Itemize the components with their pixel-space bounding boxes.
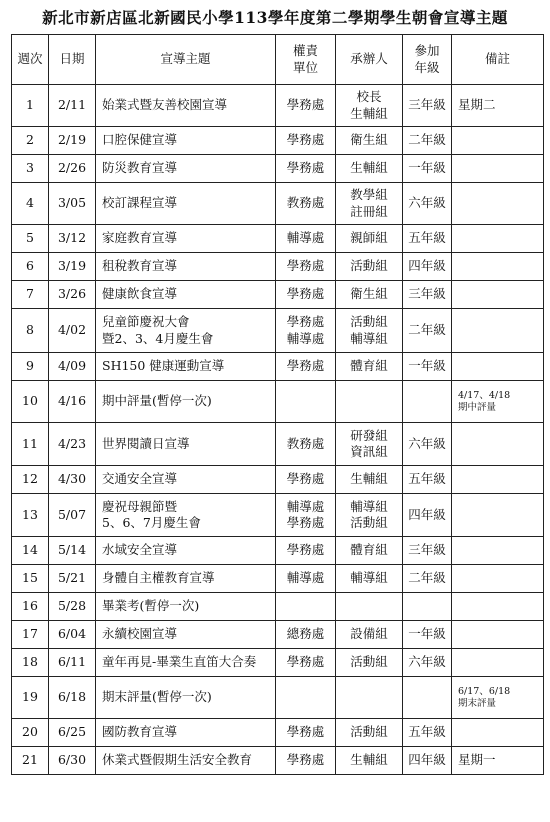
grade-cell [403,593,452,621]
date-cell: 4/16 [49,381,96,423]
week-cell: 2 [12,127,49,155]
week-cell: 15 [12,565,49,593]
date-cell: 3/05 [49,183,96,225]
note-cell [452,565,544,593]
schedule-table [11,34,544,775]
table-row [12,353,544,381]
grade-cell: 六年級 [403,649,452,677]
grade-cell: 一年級 [403,353,452,381]
week-cell: 3 [12,155,49,183]
table-row [12,621,544,649]
note-cell: 6/17、6/18 期末評量 [452,677,544,719]
table-row [12,466,544,494]
topic-cell: 口腔保健宣導 [96,127,276,155]
table-row [12,593,544,621]
topic-cell: 始業式暨友善校園宣導 [96,85,276,127]
grade-cell [403,381,452,423]
organizer-cell: 研發組 資訊組 [336,423,403,466]
topic-cell: 家庭教育宣導 [96,225,276,253]
note-cell [452,466,544,494]
date-cell: 6/30 [49,747,96,775]
topic-cell: 童年再見-畢業生直笛大合奏 [96,649,276,677]
date-cell: 3/12 [49,225,96,253]
note-cell [452,353,544,381]
organizer-cell [336,677,403,719]
week-cell: 21 [12,747,49,775]
note-cell [452,309,544,353]
date-cell: 4/30 [49,466,96,494]
date-cell: 6/11 [49,649,96,677]
table-row [12,183,544,225]
topic-cell: 國防教育宣導 [96,719,276,747]
week-cell: 5 [12,225,49,253]
unit-cell: 學務處 [276,281,336,309]
organizer-cell: 生輔組 [336,155,403,183]
date-cell: 5/28 [49,593,96,621]
topic-cell: 慶祝母親節暨 5、6、7月慶生會 [96,494,276,537]
page-title: 新北市新店區北新國民小學113學年度第二學期學生朝會宣導主題 [42,8,508,27]
organizer-cell: 親師組 [336,225,403,253]
note-cell [452,225,544,253]
week-cell: 11 [12,423,49,466]
note-cell [452,719,544,747]
topic-cell: 水域安全宣導 [96,537,276,565]
unit-cell: 輔導處 [276,565,336,593]
table-row [12,747,544,775]
topic-cell: 交通安全宣導 [96,466,276,494]
unit-cell: 總務處 [276,621,336,649]
unit-cell: 學務處 [276,466,336,494]
table-row [12,127,544,155]
week-cell: 8 [12,309,49,353]
organizer-cell: 活動組 輔導組 [336,309,403,353]
week-cell: 18 [12,649,49,677]
organizer-cell [336,381,403,423]
header-grade: 參加 年級 [403,35,452,85]
date-cell: 4/02 [49,309,96,353]
organizer-cell: 設備組 [336,621,403,649]
table-row [12,719,544,747]
organizer-cell: 衛生組 [336,281,403,309]
unit-cell: 學務處 [276,747,336,775]
organizer-cell: 體育組 [336,537,403,565]
header-topic: 宣導主題 [96,35,276,85]
date-cell: 6/04 [49,621,96,649]
date-cell: 4/09 [49,353,96,381]
table-row [12,85,544,127]
note-cell [452,621,544,649]
topic-cell: 期末評量(暫停一次) [96,677,276,719]
grade-cell: 三年級 [403,281,452,309]
organizer-cell: 校長 生輔組 [336,85,403,127]
date-cell: 2/26 [49,155,96,183]
date-cell: 3/19 [49,253,96,281]
date-cell: 5/07 [49,494,96,537]
week-cell: 16 [12,593,49,621]
table-row [12,494,544,537]
table-row [12,225,544,253]
week-cell: 10 [12,381,49,423]
organizer-cell: 衛生組 [336,127,403,155]
note-cell [452,155,544,183]
topic-cell: 休業式暨假期生活安全教育 [96,747,276,775]
date-cell: 5/21 [49,565,96,593]
header-unit: 權責 單位 [276,35,336,85]
header-note: 備註 [452,35,544,85]
grade-cell: 一年級 [403,621,452,649]
table-row [12,155,544,183]
table-row [12,281,544,309]
topic-cell: 期中評量(暫停一次) [96,381,276,423]
unit-cell: 輔導處 學務處 [276,494,336,537]
unit-cell: 輔導處 [276,225,336,253]
header-date: 日期 [49,35,96,85]
note-cell: 星期二 [452,85,544,127]
organizer-cell: 體育組 [336,353,403,381]
table-row [12,309,544,353]
grade-cell: 五年級 [403,466,452,494]
date-cell: 3/26 [49,281,96,309]
unit-cell: 學務處 [276,649,336,677]
topic-cell: 防災教育宣導 [96,155,276,183]
topic-cell: 健康飲食宣導 [96,281,276,309]
week-cell: 6 [12,253,49,281]
header-organizer: 承辦人 [336,35,403,85]
note-cell: 4/17、4/18 期中評量 [452,381,544,423]
grade-cell: 三年級 [403,537,452,565]
table-row [12,253,544,281]
topic-cell: 租稅教育宣導 [96,253,276,281]
week-cell: 14 [12,537,49,565]
unit-cell: 學務處 [276,353,336,381]
week-cell: 9 [12,353,49,381]
grade-cell: 五年級 [403,225,452,253]
week-cell: 1 [12,85,49,127]
grade-cell: 四年級 [403,747,452,775]
grade-cell [403,677,452,719]
organizer-cell: 生輔組 [336,747,403,775]
note-cell [452,494,544,537]
table-row [12,565,544,593]
grade-cell: 三年級 [403,85,452,127]
grade-cell: 二年級 [403,309,452,353]
organizer-cell [336,593,403,621]
unit-cell [276,677,336,719]
organizer-cell: 活動組 [336,649,403,677]
date-cell: 4/23 [49,423,96,466]
date-cell: 5/14 [49,537,96,565]
header-week: 週次 [12,35,49,85]
date-cell: 2/11 [49,85,96,127]
week-cell: 12 [12,466,49,494]
grade-cell: 二年級 [403,127,452,155]
note-cell [452,593,544,621]
week-cell: 19 [12,677,49,719]
unit-cell: 學務處 [276,253,336,281]
table-row [12,423,544,466]
grade-cell: 二年級 [403,565,452,593]
note-cell [452,183,544,225]
header-row [12,35,544,85]
unit-cell: 學務處 [276,537,336,565]
table-row [12,649,544,677]
unit-cell: 學務處 輔導處 [276,309,336,353]
unit-cell: 學務處 [276,85,336,127]
table-row [12,381,544,423]
topic-cell: 永續校園宣導 [96,621,276,649]
unit-cell [276,381,336,423]
table-row [12,537,544,565]
week-cell: 7 [12,281,49,309]
note-cell: 星期一 [452,747,544,775]
grade-cell: 六年級 [403,423,452,466]
topic-cell: 世界閱讀日宣導 [96,423,276,466]
topic-cell: 兒童節慶祝大會 暨2、3、4月慶生會 [96,309,276,353]
organizer-cell: 生輔組 [336,466,403,494]
grade-cell: 四年級 [403,494,452,537]
note-cell [452,537,544,565]
week-cell: 17 [12,621,49,649]
organizer-cell: 活動組 [336,253,403,281]
organizer-cell: 輔導組 [336,565,403,593]
unit-cell: 學務處 [276,155,336,183]
unit-cell: 學務處 [276,127,336,155]
note-cell [452,423,544,466]
note-cell [452,253,544,281]
note-cell [452,127,544,155]
topic-cell: 身體自主權教育宣導 [96,565,276,593]
grade-cell: 四年級 [403,253,452,281]
grade-cell: 五年級 [403,719,452,747]
topic-cell: 校訂課程宣導 [96,183,276,225]
organizer-cell: 教學組 註冊組 [336,183,403,225]
unit-cell: 教務處 [276,183,336,225]
week-cell: 13 [12,494,49,537]
topic-cell: 畢業考(暫停一次) [96,593,276,621]
topic-cell: SH150 健康運動宣導 [96,353,276,381]
grade-cell: 一年級 [403,155,452,183]
note-cell [452,281,544,309]
grade-cell: 六年級 [403,183,452,225]
unit-cell: 教務處 [276,423,336,466]
date-cell: 2/19 [49,127,96,155]
unit-cell [276,593,336,621]
note-cell [452,649,544,677]
date-cell: 6/18 [49,677,96,719]
week-cell: 20 [12,719,49,747]
organizer-cell: 輔導組 活動組 [336,494,403,537]
organizer-cell: 活動組 [336,719,403,747]
date-cell: 6/25 [49,719,96,747]
table-row [12,677,544,719]
week-cell: 4 [12,183,49,225]
unit-cell: 學務處 [276,719,336,747]
